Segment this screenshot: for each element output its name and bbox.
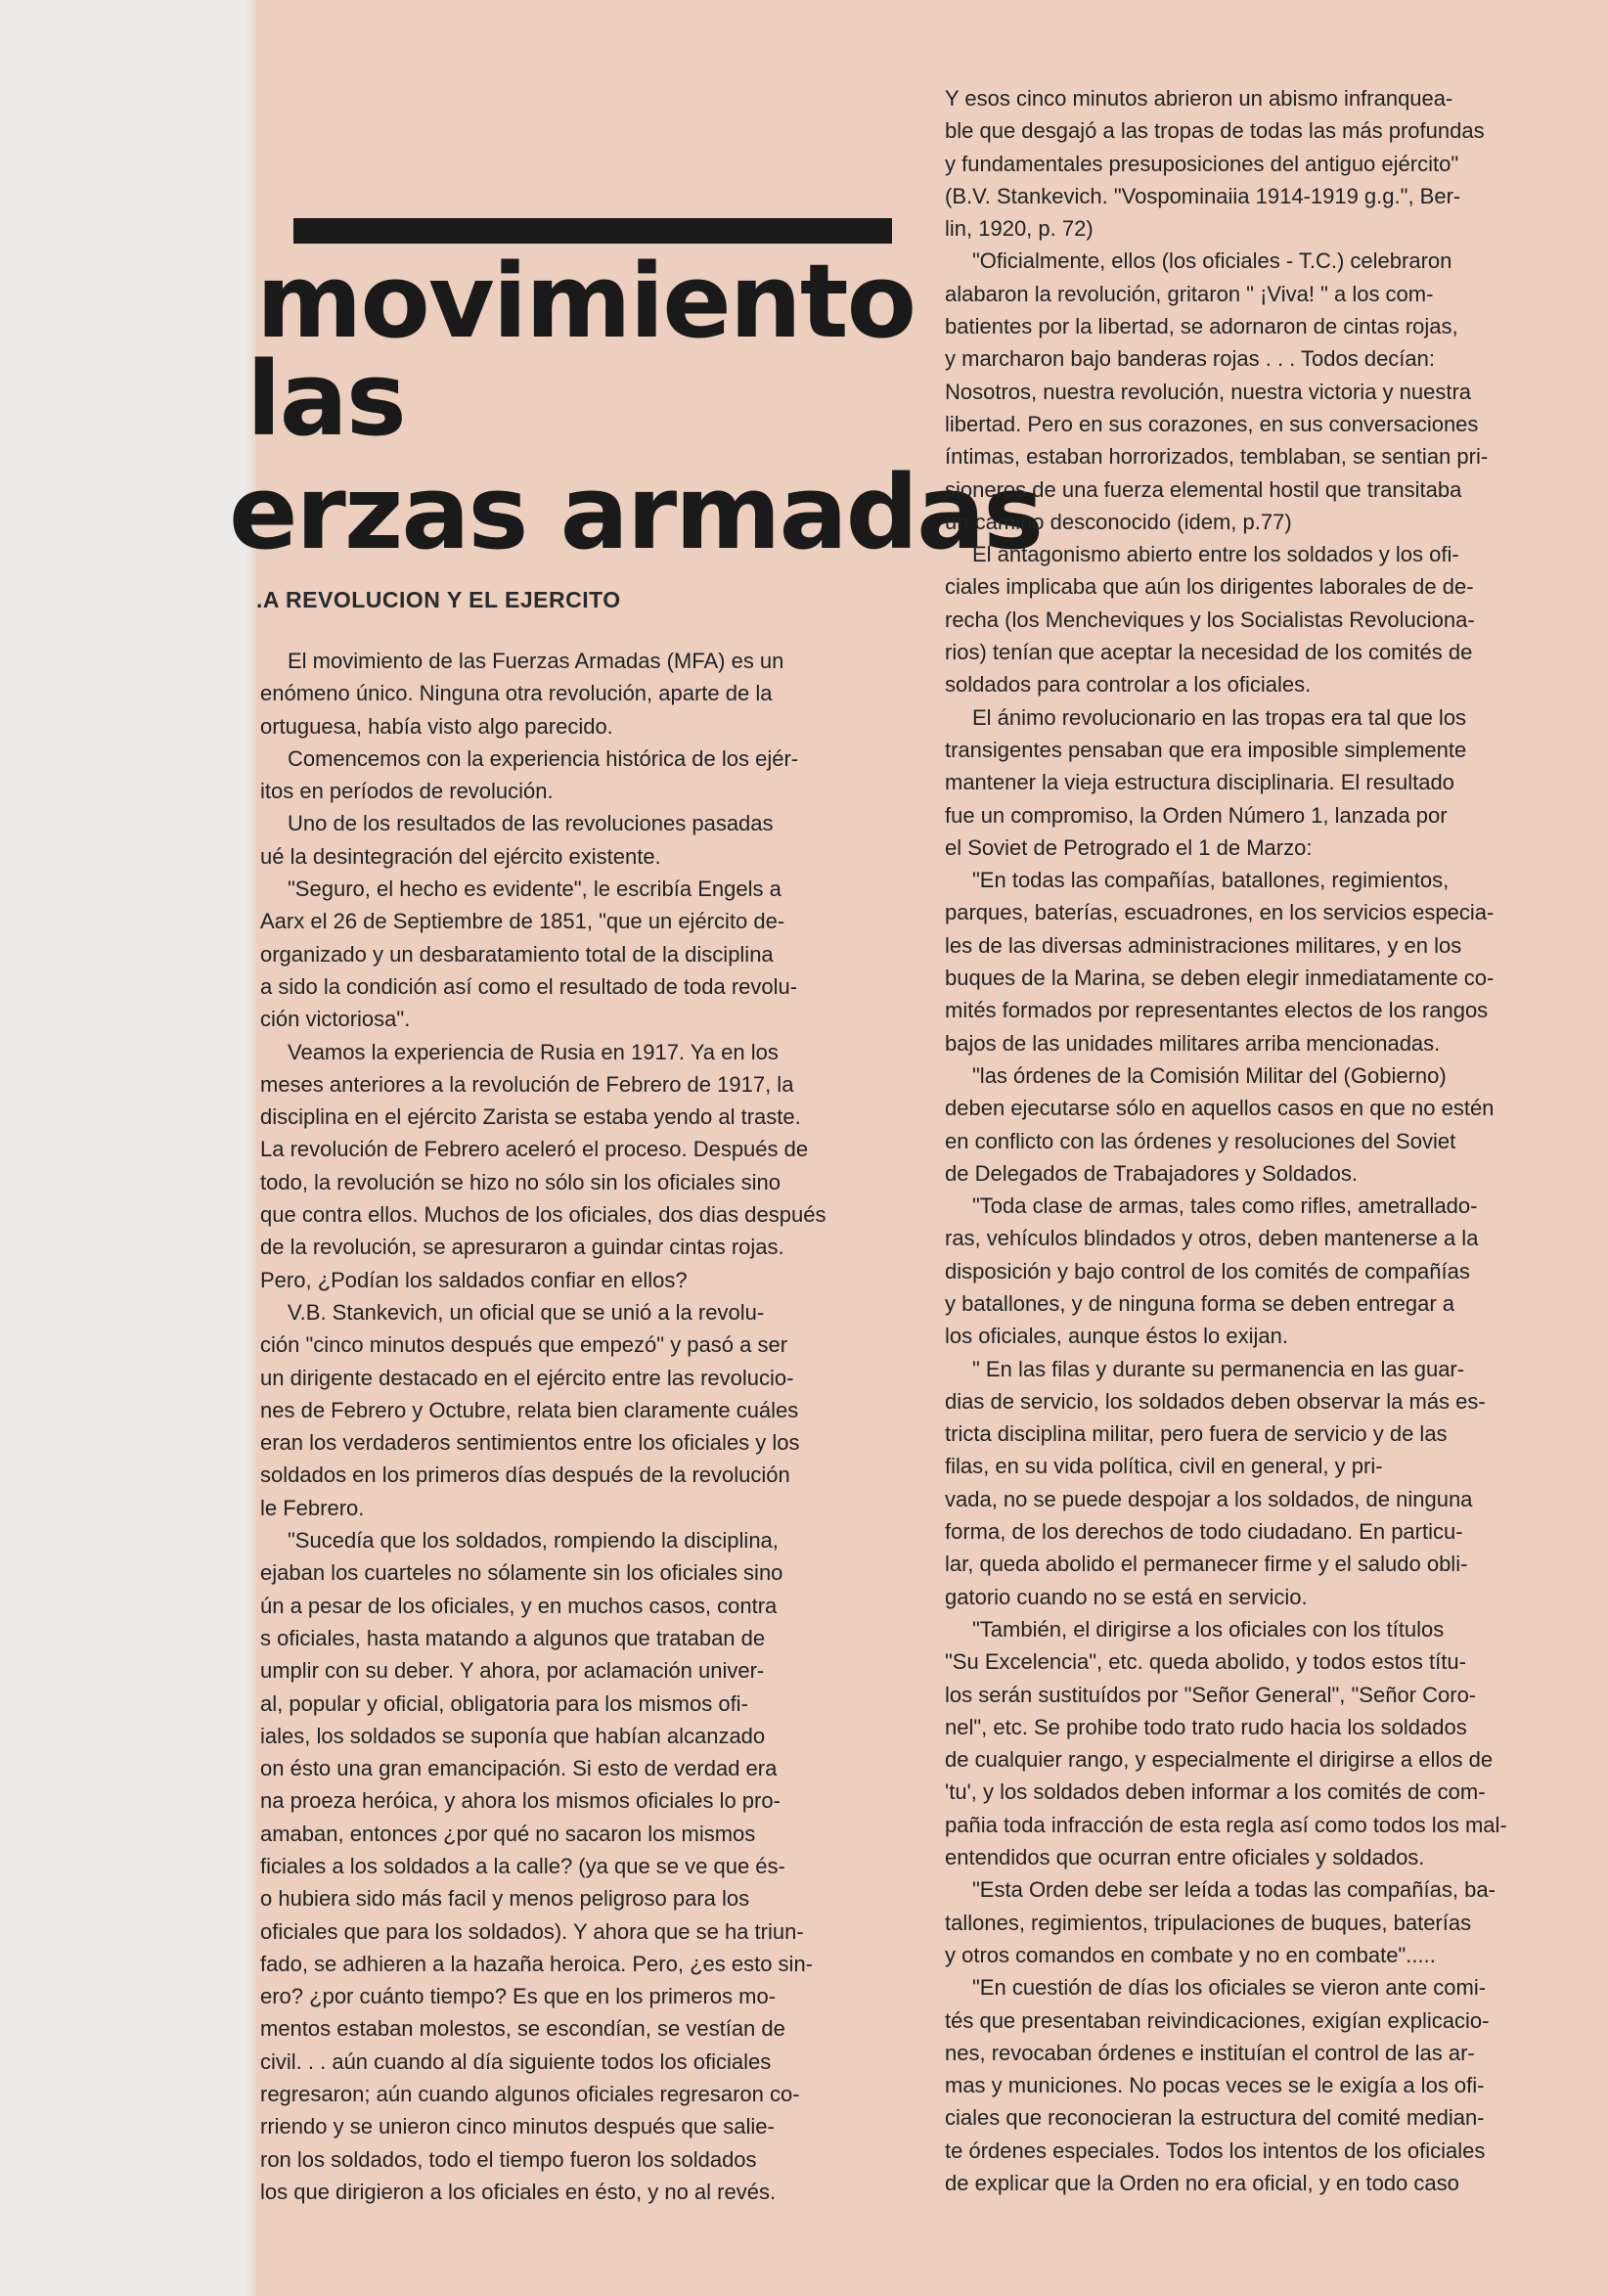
text-line: ué la desintegración del ejército existente. xyxy=(260,843,661,869)
text-line: todo, la revolución se hizo no sólo sin los oficiales sino xyxy=(260,1169,781,1194)
text-line: nel", etc. Se prohibe todo trato rudo hacia los soldados xyxy=(945,1714,1467,1739)
text-line: ejaban los cuarteles no sólamente sin los oficiales sino xyxy=(260,1560,783,1586)
text-line: transigentes pensaban que era imposible simplemente xyxy=(945,737,1467,762)
text-line: ción "cinco minutos después que empezó" y pasó a ser xyxy=(260,1332,788,1358)
text-line: El movimiento de las Fuerzas Armadas (MFA) es un xyxy=(288,649,784,673)
text-line: ortuguesa, había visto algo parecido. xyxy=(260,713,613,739)
headline xyxy=(229,242,1043,572)
text-line: y fundamentales presuposiciones del antiguo ejército" xyxy=(945,151,1459,176)
text-line: lin, 1920, p. 72) xyxy=(945,216,1094,242)
text-line: civil. . . aún cuando al día siguiente todos los oficiales xyxy=(260,2048,772,2074)
text-line: soldados para controlar a los oficiales. xyxy=(945,672,1312,698)
text-line: un camino desconocido (idem, p.77) xyxy=(945,509,1292,534)
text-line: " En las filas y durante su permanencia en las guar- xyxy=(972,1356,1465,1381)
text-line: s oficiales, hasta matando a algunos que trataban de xyxy=(260,1625,766,1650)
text-line: alabaron la revolución, gritaron " ¡Viva! " a los com- xyxy=(945,281,1434,306)
text-line: los que dirigieron a los oficiales en ésto, y no al revés. xyxy=(260,2179,777,2204)
text-line: libertad. Pero en sus corazones, en sus conversaciones xyxy=(945,411,1479,436)
text-line: tallones, regimientos, tripulaciones de buques, baterías xyxy=(945,1910,1472,1935)
text-line: íntimas, estaban horrorizados, temblaban, se sentian pri- xyxy=(945,444,1489,470)
text-line: y otros comandos en combate y no en combate"..... xyxy=(945,1942,1436,1967)
text-line: Veamos la experiencia de Rusia en 1917. Ya en los xyxy=(288,1039,779,1064)
text-line: "Toda clase de armas, tales como rifles, ametrallado- xyxy=(972,1193,1478,1219)
text-line: nes, revocaban órdenes e instituían el control de las ar- xyxy=(945,2040,1475,2065)
text-line: Nosotros, nuestra revolución, nuestra victoria y nuestra xyxy=(945,379,1472,404)
text-line: El ánimo revolucionario en las tropas era tal que los xyxy=(972,704,1467,730)
text-line: Uno de los resultados de las revoluciones pasadas xyxy=(288,811,774,836)
text-line: itos en períodos de revolución. xyxy=(260,779,554,804)
text-line: iales, los soldados se suponía que habían alcanzado xyxy=(260,1723,766,1748)
text-line: buques de la Marina, se deben elegir inmediatamente co- xyxy=(945,966,1495,991)
text-line: ún a pesar de los oficiales, y en muchos casos, contra xyxy=(260,1593,778,1618)
text-line: La revolución de Febrero aceleró el proceso. Después de xyxy=(260,1137,809,1162)
text-line: vada, no se puede despojar a los soldados, de ninguna xyxy=(945,1486,1473,1511)
text-line: na proeza heróica, y ahora los mismos oficiales lo pro- xyxy=(260,1788,781,1814)
text-line: 'tu', y los soldados deben informar a los comités de com- xyxy=(945,1779,1486,1805)
text-line: y batallones, y de ninguna forma se deben entregar a xyxy=(945,1290,1455,1316)
text-line: ras, vehículos blindados y otros, deben mantenerse a la xyxy=(945,1226,1479,1251)
text-line: mentos estaban molestos, se escondían, se vestían de xyxy=(260,2016,785,2042)
text-line: "Oficialmente, ellos (los oficiales - T.C.) celebraron xyxy=(972,248,1452,274)
headline-rule xyxy=(293,218,892,244)
text-line: le Febrero. xyxy=(260,1495,365,1520)
text-line: Comencemos con la experiencia histórica de los ejér- xyxy=(288,745,799,771)
text-line: "En todas las compañías, batallones, regimientos, xyxy=(972,868,1450,893)
text-line: dias de servicio, los soldados deben observar la más es- xyxy=(945,1388,1486,1414)
text-line: ero? ¿por cuánto tiempo? Es que en los primeros mo- xyxy=(260,1984,777,2009)
text-line: Pero, ¿Podían los saldados confiar en ellos? xyxy=(260,1267,688,1292)
right-column xyxy=(945,82,1551,2199)
text-line: disciplina en el ejército Zarista se estaba yendo al traste. xyxy=(260,1104,801,1130)
text-line: umplir con su deber. Y ahora, por aclamación univer- xyxy=(260,1658,765,1684)
text-line: en conflicto con las órdenes y resoluciones del Soviet xyxy=(945,1128,1456,1153)
text-line: "Esta Orden debe ser leída a todas las compañías, ba- xyxy=(972,1877,1496,1903)
text-line: amaban, entonces ¿por qué no sacaron los mismos xyxy=(260,1821,756,1846)
text-line: bajos de las unidades militares arriba mencionadas. xyxy=(945,1030,1441,1056)
text-line: El antagonismo abierto entre los soldados y los ofi- xyxy=(972,542,1459,567)
text-line: rriendo y se unieron cinco minutos después que salie- xyxy=(260,2114,775,2139)
text-line: entendidos que ocurran entre oficiales y soldados. xyxy=(945,1845,1425,1870)
text-line: que contra ellos. Muchos de los oficiales, dos dias después xyxy=(260,1202,826,1228)
section-title: .A REVOLUCION Y EL EJERCITO xyxy=(256,587,621,612)
text-line: filas, en su vida política, civil en general, y pri- xyxy=(945,1454,1383,1479)
text-line: mités formados por representantes electos de los rangos xyxy=(945,998,1489,1023)
text-line: de explicar que la Orden no era oficial, y en todo caso xyxy=(945,2171,1459,2195)
text-line: batientes por la libertad, se adornaron de cintas rojas, xyxy=(945,314,1458,339)
text-line: eran los verdaderos sentimientos entre los oficiales y los xyxy=(260,1430,800,1456)
text-line: forma, de los derechos de todo ciudadano. En particu- xyxy=(945,1519,1463,1545)
text-line: fado, se adhieren a la hazaña heroica. Pero, ¿es esto sin- xyxy=(260,1951,814,1976)
text-line: "Sucedía que los soldados, rompiendo la disciplina, xyxy=(288,1528,779,1553)
headline-line-1: movimiento xyxy=(256,242,916,361)
text-line: ciales implicaba que aún los dirigentes laborales de de- xyxy=(945,574,1474,600)
text-line: y marcharon bajo banderas rojas . . . Todos decían: xyxy=(945,346,1435,372)
text-line: recha (los Mencheviques y los Socialistas Revoluciona- xyxy=(945,607,1475,632)
text-line: los serán sustituídos por "Señor General", "Señor Coro- xyxy=(945,1682,1477,1707)
text-line: "las órdenes de la Comisión Militar del (Gobierno) xyxy=(972,1062,1447,1088)
text-line: ble que desgajó a las tropas de todas las más profundas xyxy=(945,118,1485,144)
text-line: les de las diversas administraciones militares, y en los xyxy=(945,932,1462,958)
text-line: ficiales a los soldados a la calle? (ya que se ve que és- xyxy=(260,1853,785,1878)
text-line: disposición y bajo control de los comités de compañías xyxy=(945,1258,1470,1283)
text-line: mas y municiones. No pocas veces se le exigía a los ofi- xyxy=(945,2073,1485,2098)
text-line: organizado y un desbaratamiento total de la disciplina xyxy=(260,941,774,967)
text-line: los oficiales, aunque éstos lo exijan. xyxy=(945,1324,1288,1349)
text-line: te órdenes especiales. Todos los intentos de los oficiales xyxy=(945,2138,1486,2163)
text-line: oficiales que para los soldados). Y ahora que se ha triun- xyxy=(260,1918,804,1944)
text-line: ción victoriosa". xyxy=(260,1007,411,1032)
text-line: de cualquier rango, y especialmente el dirigirse a ellos de xyxy=(945,1747,1494,1773)
text-line: ciales que reconocieran la estructura del comité median- xyxy=(945,2105,1485,2131)
left-column xyxy=(260,645,886,2208)
text-line: al, popular y oficial, obligatoria para los mismos ofi- xyxy=(260,1690,748,1716)
text-line: parques, baterías, escuadrones, en los servicios especia- xyxy=(945,900,1495,925)
text-line: o hubiera sido más facil y menos peligroso para los xyxy=(260,1886,750,1912)
text-line: mantener la vieja estructura disciplinaria. El resultado xyxy=(945,770,1454,795)
text-line: on ésto una gran emancipación. Si esto de verdad era xyxy=(260,1756,778,1781)
text-line: tricta disciplina militar, pero fuera de servicio y de las xyxy=(945,1421,1448,1447)
text-line: sioneros de una fuerza elemental hostil que transitaba xyxy=(945,476,1462,502)
text-line: soldados en los primeros días después de la revolución xyxy=(260,1463,790,1488)
headline-line-2: las xyxy=(246,339,405,459)
text-line: "Seguro, el hecho es evidente", le escribía Engels a xyxy=(288,877,782,902)
text-line: de Delegados de Trabajadores y Soldados. xyxy=(945,1160,1358,1186)
text-line: Y esos cinco minutos abrieron un abismo infranquea- xyxy=(945,86,1453,111)
text-line: el Soviet de Petrogrado el 1 de Marzo: xyxy=(945,834,1313,860)
text-line: de la revolución, se apresuraron a guindar cintas rojas. xyxy=(260,1235,784,1260)
text-line: V.B. Stankevich, un oficial que se unió a la revolu- xyxy=(288,1299,765,1325)
text-line: lar, queda abolido el permanecer firme y el saludo obli- xyxy=(945,1552,1468,1577)
text-line: Aarx el 26 de Septiembre de 1851, "que un ejército de- xyxy=(260,909,785,934)
text-line: "Su Excelencia", etc. queda abolido, y todos estos títu- xyxy=(945,1649,1466,1675)
text-line: deben ejecutarse sólo en aquellos casos en que no estén xyxy=(945,1096,1495,1121)
text-line: pañia toda infracción de esta regla así como todos los mal- xyxy=(945,1812,1507,1837)
text-line: meses anteriores a la revolución de Febrero de 1917, la xyxy=(260,1071,794,1097)
text-line: "También, el dirigirse a los oficiales con los títulos xyxy=(972,1616,1445,1642)
text-line: a sido la condición así como el resultado de toda revolu- xyxy=(260,973,798,999)
text-line: regresaron; aún cuando algunos oficiales regresaron co- xyxy=(260,2082,800,2107)
text-line: tés que presentaban reivindicaciones, exigían explicacio- xyxy=(945,2007,1490,2033)
text-line: enómeno único. Ninguna otra revolución, aparte de la xyxy=(260,681,773,706)
headline-line-3: erzas armadas xyxy=(229,453,1043,572)
text-line: "En cuestión de días los oficiales se vieron ante comi- xyxy=(972,1975,1487,2001)
text-line: fue un compromiso, la Orden Número 1, lanzada por xyxy=(945,802,1448,828)
text-line: nes de Febrero y Octubre, relata bien claramente cuáles xyxy=(260,1397,799,1422)
text-line: (B.V. Stankevich. "Vospominaiia 1914-1919 g.g.", Ber- xyxy=(945,183,1461,208)
text-line: un dirigente destacado en el ejército entre las revolucio- xyxy=(260,1365,794,1390)
text-line: rios) tenían que aceptar la necesidad de los comités de xyxy=(945,640,1473,665)
text-line: ron los soldados, todo el tiempo fueron los soldados xyxy=(260,2146,757,2172)
text-line: gatorio cuando no se está en servicio. xyxy=(945,1584,1308,1609)
